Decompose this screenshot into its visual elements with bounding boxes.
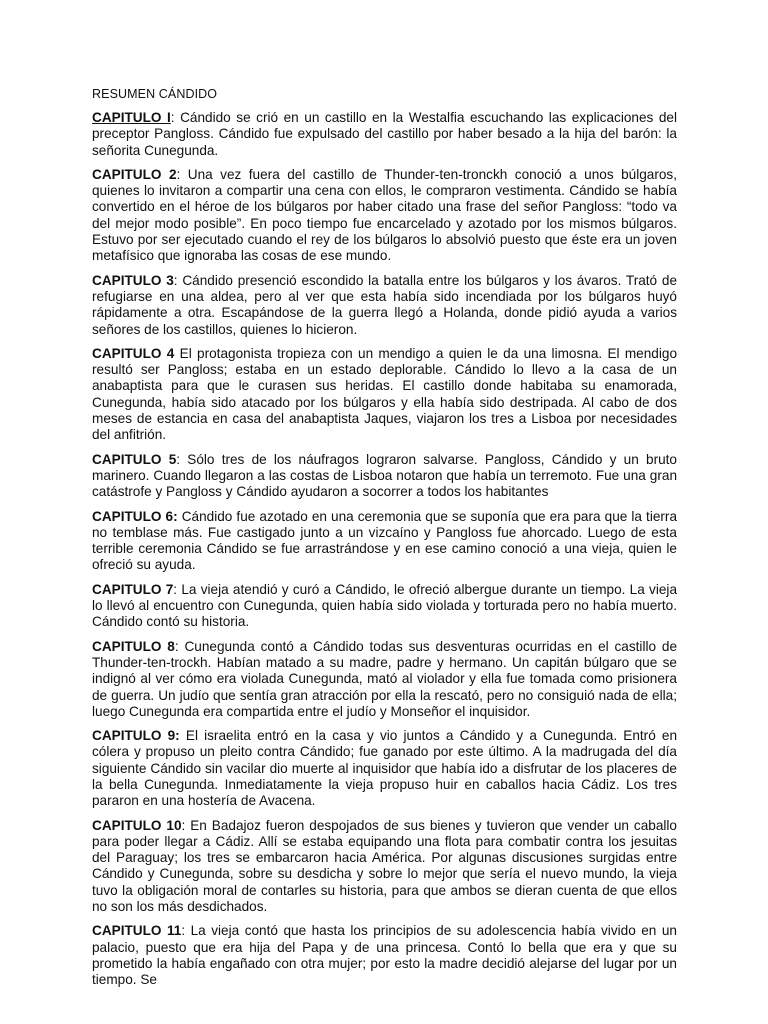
chapter-heading: CAPITULO 11 (92, 923, 182, 939)
chapter-paragraph (92, 273, 677, 338)
chapter-paragraph (92, 818, 677, 916)
chapter-heading: CAPITULO 6: (92, 508, 178, 524)
chapter-paragraph (92, 923, 677, 988)
chapter-heading: CAPITULO 4 (92, 345, 175, 361)
chapter-paragraph (92, 452, 677, 501)
chapter-heading: CAPITULO 9: (92, 728, 180, 744)
chapter-paragraph (92, 346, 677, 444)
chapter-text: La vieja atendió y curó a Cándido, le ofreció albergue durante un tiempo. La vieja lo llevó al encuentro con Cunegunda, quien había sido violada y torturada pero no había muerto. Cándido contó su historia. (92, 581, 678, 630)
chapter-heading: CAPITULO 5 (92, 451, 177, 467)
heading-separator: : (173, 272, 183, 288)
heading-separator: : (174, 638, 185, 654)
chapter-text: Cándido fue azotado en una ceremonia que se suponía que era para que la tierra no temblase más. Fue castigado junto a un vizcaíno y Pangloss fue ahorcado. Luego de esta terrible ceremonia Cándido se fue arrastrándose y en ese camino conoció a una vieja, quien le ofreció su ayuda. (92, 508, 678, 573)
document-title: RESUMEN CÁNDIDO (92, 87, 218, 101)
chapter-paragraph (92, 509, 677, 574)
chapter-heading: CAPITULO 2 (92, 166, 177, 182)
heading-separator: : (176, 451, 188, 467)
chapter-paragraph (92, 728, 677, 809)
chapter-text: La vieja contó que hasta los principios de su adolescencia había vivido en un palacio, puesto que era hija del Papa y de una princesa. Contó lo bella que era y que su prometido la había engañado con otra mujer; por esto la madre decidió alejarse del lugar por un tiempo. Se (92, 923, 677, 988)
chapter-paragraph (92, 110, 677, 159)
chapter-text: Cunegunda contó a Cándido todas sus desventuras ocurridas en el castillo de Thunder-ten-trockh. Habían matado a su madre, padre y hermano. Un capitán búlgaro que se indignó al ver cómo era violada Cunegunda, mató al violador y ella fue tomada como prisionera de guerra. Un judío que sentía gran atracción por ella la rescató, pero no consiguió nada de ella; luego Cunegunda era compartida entre el judío y Monseñor el inquisidor. (92, 638, 677, 719)
chapter-paragraph (92, 167, 677, 265)
heading-separator: : (173, 581, 182, 597)
chapter-heading: CAPITULO 7 (92, 581, 174, 597)
heading-separator: : (181, 923, 191, 939)
heading-separator: : (176, 166, 188, 182)
chapter-paragraph (92, 582, 677, 631)
chapter-text: Cándido se crió en un castillo en la Westalfia escuchando las explicaciones del preceptor Pangloss. Cándido fue expulsado del castillo por haber besado a la hija del barón: la señorita Cunegunda. (92, 110, 677, 158)
chapter-text: El protagonista tropieza con un mendigo a quien le da una limosna. El mendigo resultó ser Pangloss; estaba en un estado deplorable. Cándido lo llevo a la casa de un anabaptista para que le curasen sus heridas. El castillo donde habitaba su enamorada, Cunegunda, había sido atacado por los búlgaros y ella había sido destripada. Al cabo de dos meses de estancia en casa del anabaptista Jaques, viajaron los tres a Lisboa por necesidades del anfitrión. (92, 345, 677, 443)
chapter-heading: CAPITULO 10 (92, 817, 182, 833)
heading-separator: : (181, 817, 191, 833)
chapter-paragraph (92, 639, 677, 720)
heading-separator: : (170, 110, 181, 125)
chapter-heading: CAPITULO I (92, 110, 171, 125)
document-page (92, 86, 677, 997)
chapter-heading: CAPITULO 3 (92, 272, 174, 288)
chapter-text: El israelita entró en la casa y vio juntos a Cándido y a Cunegunda. Entró en cólera y propuso un pleito contra Cándido; fue ganado por este último. A la madrugada del día siguiente Cándido sin vacilar dio muerte al inquisidor que había ido a disfrutar de los placeres de la bella Cunegunda. Inmediatamente la vieja propuso huir en caballos hacia Cádiz. Los tres pararon en una hostería de Avacena. (92, 728, 678, 809)
chapter-text: En Badajoz fueron despojados de sus bienes y tuvieron que vender un caballo para poder llegar a Cádiz. Allí se estaba equipando una flota para combatir contra los jesuitas del Paraguay; los tres se embarcaron hacia América. Por algunas discusiones surgidas entre Cándido y Cunegunda, sobre su desdicha y sobre lo mejor que sería el nuevo mundo, la vieja tuvo la obligación moral de contarles su historia, para que ambos se dieran cuenta de que ellos no son los más desdichados. (92, 817, 677, 915)
chapter-text: Una vez fuera del castillo de Thunder-ten-tronckh conoció a unos búlgaros, quienes lo invitaron a compartir una cena con ellos, le compraron vestimenta. Cándido se había convertido en el héroe de los búlgaros por haber citado una frase del señor Pangloss: “todo va del mejor modo posible”. En poco tiempo fue encarcelado y azotado por los mismos búlgaros. Estuvo por ser ejecutado cuando el rey de los búlgaros lo absolvió puesto que éste era un joven metafísico que ignoraba las cosas de ese mundo. (92, 166, 677, 264)
chapter-heading: CAPITULO 8 (92, 638, 175, 654)
chapter-text: Sólo tres de los náufragos lograron salvarse. Pangloss, Cándido y un bruto marinero. Cuando llegaron a las costas de Lisboa notaron que había un terremoto. Fue una gran catástrofe y Pangloss y Cándido ayudaron a socorrer a todos los habitantes (92, 451, 677, 500)
chapter-text: Cándido presenció escondido la batalla entre los búlgaros y los ávaros. Trató de refugiarse en una aldea, pero al ver que esta había sido incendiada por los búlgaros huyó rápidamente a otra. Escapándose de la guerra llegó a Holanda, donde pidió ayuda a varios señores de los castillos, quienes lo hicieron. (92, 272, 677, 337)
